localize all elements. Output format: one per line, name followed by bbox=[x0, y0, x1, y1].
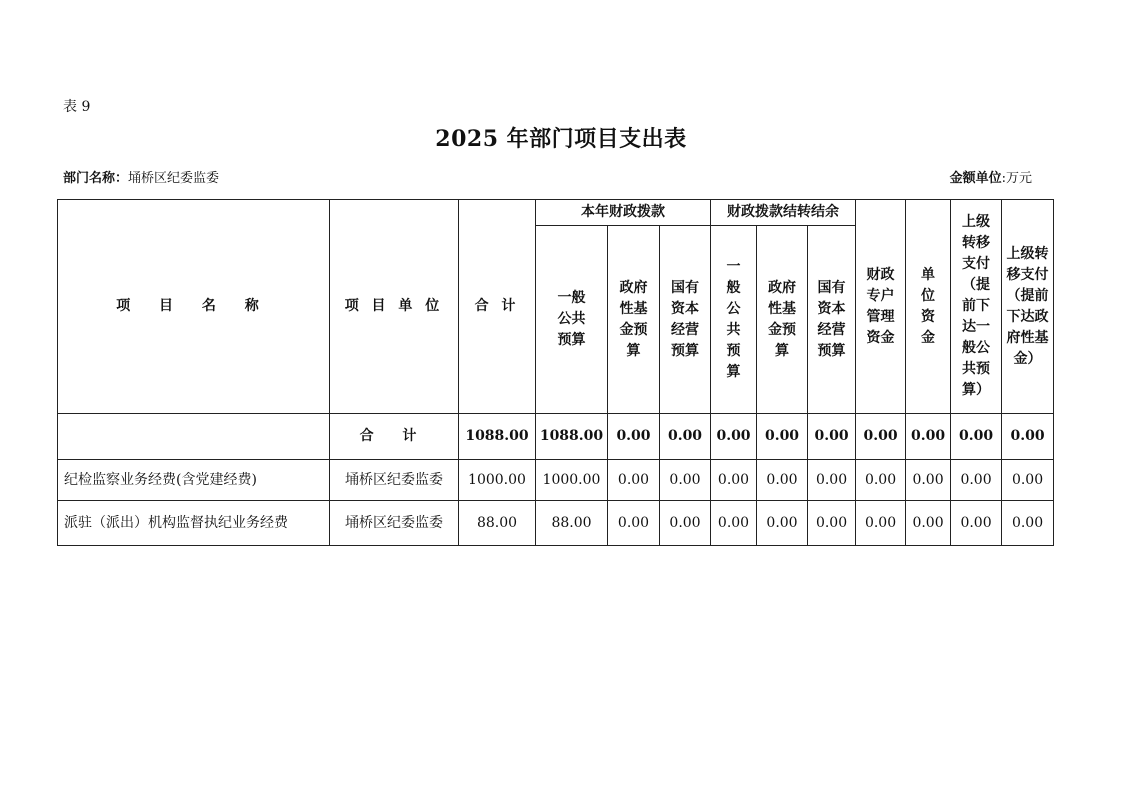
cell-value: 0.00 bbox=[856, 414, 906, 460]
cell-value: 0.00 bbox=[951, 414, 1002, 460]
department-label: 部门名称： bbox=[63, 171, 129, 186]
cell-name bbox=[58, 414, 330, 460]
cell-name: 派驻（派出）机构监督执纪业务经费 bbox=[58, 501, 330, 546]
col-group-carryover: 财政拨款结转结余 bbox=[711, 200, 856, 226]
cell-value: 0.00 bbox=[906, 414, 951, 460]
cell-unit: 埇桥区纪委监委 bbox=[330, 460, 459, 501]
table-row bbox=[58, 501, 1054, 546]
col-gov-fund: 政府性基金预算 bbox=[608, 226, 660, 414]
cell-value: 0.00 bbox=[1002, 460, 1054, 501]
cell-value: 0.00 bbox=[711, 460, 757, 501]
cell-value: 0.00 bbox=[757, 414, 808, 460]
col-group-current: 本年财政拨款 bbox=[536, 200, 711, 226]
col-co-state-capital: 国有资本经营预算 bbox=[808, 226, 856, 414]
col-project-name: 项 目 名 称 bbox=[58, 200, 330, 414]
table-row bbox=[58, 460, 1054, 501]
amount-unit-value: :万元 bbox=[1001, 171, 1032, 186]
cell-value: 0.00 bbox=[757, 501, 808, 546]
cell-value: 0.00 bbox=[856, 501, 906, 546]
col-unit-funds: 单位资金 bbox=[906, 200, 951, 414]
cell-value: 1000.00 bbox=[536, 460, 608, 501]
department-value: 埇桥区纪委监委 bbox=[128, 171, 220, 186]
cell-value: 1088.00 bbox=[459, 414, 536, 460]
cell-value: 1088.00 bbox=[536, 414, 608, 460]
cell-value: 0.00 bbox=[808, 460, 856, 501]
project-expenditure-table bbox=[57, 199, 1054, 546]
table-number: 表 9 bbox=[63, 99, 91, 115]
col-project-unit: 项 目 单 位 bbox=[330, 200, 459, 414]
cell-value: 0.00 bbox=[808, 501, 856, 546]
amount-unit-label: 金额单位 bbox=[949, 171, 1002, 186]
cell-unit: 合 计 bbox=[330, 414, 459, 460]
cell-value: 0.00 bbox=[906, 501, 951, 546]
cell-value: 0.00 bbox=[906, 460, 951, 501]
col-co-gov-fund: 政府性基金预算 bbox=[757, 226, 808, 414]
col-co-general: 一般公共预算 bbox=[711, 226, 757, 414]
cell-value: 0.00 bbox=[856, 460, 906, 501]
cell-value: 0.00 bbox=[951, 460, 1002, 501]
cell-value: 1000.00 bbox=[459, 460, 536, 501]
cell-value: 0.00 bbox=[660, 460, 711, 501]
department-info bbox=[63, 167, 219, 186]
col-state-capital: 国有资本经营预算 bbox=[660, 226, 711, 414]
cell-unit: 埇桥区纪委监委 bbox=[330, 501, 459, 546]
table-row-total bbox=[58, 414, 1054, 460]
cell-value: 0.00 bbox=[711, 501, 757, 546]
cell-value: 0.00 bbox=[1002, 501, 1054, 546]
cell-value: 0.00 bbox=[660, 501, 711, 546]
cell-value: 0.00 bbox=[660, 414, 711, 460]
header-row-1 bbox=[58, 200, 1054, 226]
cell-value: 0.00 bbox=[608, 414, 660, 460]
cell-value: 0.00 bbox=[808, 414, 856, 460]
cell-value: 88.00 bbox=[459, 501, 536, 546]
cell-value: 0.00 bbox=[608, 460, 660, 501]
cell-value: 0.00 bbox=[711, 414, 757, 460]
cell-value: 88.00 bbox=[536, 501, 608, 546]
col-upper-gov: 上级转移支付（提前下达政府性基金） bbox=[1002, 200, 1054, 414]
col-total: 合 计 bbox=[459, 200, 536, 414]
page-title: 2025 年部门项目支出表 bbox=[435, 126, 687, 152]
col-special-mgmt: 财政专户管理资金 bbox=[856, 200, 906, 414]
cell-value: 0.00 bbox=[1002, 414, 1054, 460]
cell-value: 0.00 bbox=[757, 460, 808, 501]
cell-value: 0.00 bbox=[608, 501, 660, 546]
cell-value: 0.00 bbox=[951, 501, 1002, 546]
col-general-budget: 一般公共预算 bbox=[536, 226, 608, 414]
col-upper-general: 上级转移支付（提前下达一般公共预算） bbox=[951, 200, 1002, 414]
cell-name: 纪检监察业务经费(含党建经费) bbox=[58, 460, 330, 501]
amount-unit-info bbox=[950, 167, 1032, 186]
